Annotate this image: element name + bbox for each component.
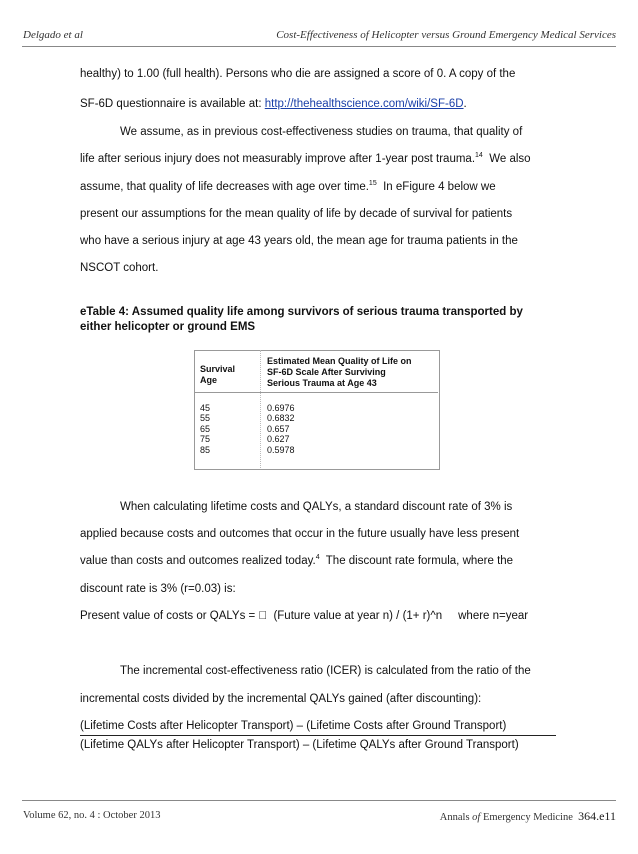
- table-header-qol: [267, 356, 412, 389]
- sf6d-link[interactable]: http://thehealthscience.com/wiki/SF-6D: [264, 98, 464, 110]
- icer-fraction-bar: [80, 735, 556, 736]
- table-header-age-line2: Age: [200, 375, 218, 385]
- table-cell-age: 75: [200, 434, 211, 445]
- para1-line2-suffix: .: [463, 98, 467, 110]
- para2-line2-text: life after serious injury does not measurably improve after 1-year post trauma.: [80, 153, 476, 165]
- icer-numerator: (Lifetime Costs after Helicopter Transport) – (Lifetime Costs after Ground Transport): [80, 720, 507, 732]
- citation-ref-14: 14: [475, 152, 483, 160]
- para3-line3: [80, 554, 513, 568]
- para3-line3-text: value than costs and outcomes realized today.: [80, 555, 316, 567]
- table-cell-age: 55: [200, 413, 211, 424]
- table-cell-qol: 0.627: [267, 434, 290, 445]
- para4-line2: incremental costs divided by the incremental QALYs gained (after discounting):: [80, 693, 482, 705]
- page-number: 364.e11: [578, 809, 616, 823]
- table-cell-age: 85: [200, 444, 211, 455]
- running-header-title: Cost-Effectiveness of Helicopter versus Ground Emergency Medical Services: [276, 29, 616, 41]
- para2-line3-text: assume, that quality of life decreases with age over time.: [80, 181, 369, 193]
- para1-line2: [80, 97, 467, 111]
- icer-denominator: (Lifetime QALYs after Helicopter Transport) – (Lifetime QALYs after Ground Transport): [80, 739, 519, 751]
- table-cell-qol: 0.5978: [267, 444, 295, 455]
- para2-line1: We assume, as in previous cost-effectiveness studies on trauma, that quality of: [120, 126, 523, 138]
- citation-ref-4: 4: [315, 554, 320, 562]
- table-header-rule: [194, 392, 438, 393]
- table-header-qol-line1: Estimated Mean Quality of Life on: [267, 356, 412, 366]
- para2-line6: NSCOT cohort.: [80, 262, 159, 274]
- para1-line1: healthy) to 1.00 (full health). Persons who die are assigned a score of 0. A copy of the: [80, 68, 516, 80]
- footer-journal-of: of: [472, 812, 481, 823]
- para2-line4: present our assumptions for the mean quality of life by decade of survival for patients: [80, 208, 513, 220]
- footer-volume-issue: Volume 62, no. 4 : October 2013: [23, 810, 161, 821]
- table-header-qol-line2: SF-6D Scale After Surviving: [267, 367, 386, 377]
- para3-line1: When calculating lifetime costs and QALYs, a standard discount rate of 3% is: [120, 501, 513, 513]
- table-cell-qol: 0.6976: [267, 403, 295, 413]
- table-cell-age: 65: [200, 423, 211, 434]
- table-column-qol: [267, 403, 295, 455]
- table-cell-qol: 0.657: [267, 423, 290, 434]
- footer-journal-suffix: Emergency Medicine: [480, 812, 573, 823]
- discount-formula: Present value of costs or QALYs =   (Future value at year n) / (1+ r)^n where n=year: [80, 610, 529, 622]
- table-caption-line2: either helicopter or ground EMS: [80, 321, 256, 333]
- table-header-age-line1: Survival: [200, 364, 236, 374]
- para3-line4: discount rate is 3% (r=0.03) is:: [80, 583, 236, 595]
- para2-line3-tail: In eFigure 4 below we: [376, 181, 496, 193]
- para2-line2-tail: We also: [482, 153, 531, 165]
- para3-line3-tail: The discount rate formula, where the: [319, 555, 514, 567]
- table-column-divider: [260, 350, 261, 468]
- table-header-age: [200, 364, 235, 386]
- table-caption-line1: eTable 4: Assumed quality life among survivors of serious trauma transported by: [80, 306, 523, 318]
- header-rule: [22, 46, 616, 47]
- footer-rule: [22, 800, 616, 801]
- footer-journal: [440, 809, 616, 824]
- footer-journal-prefix: Annals: [439, 812, 473, 823]
- para2-line5: who have a serious injury at age 43 years old, the mean age for trauma patients in the: [80, 235, 518, 247]
- para1-line2-prefix: SF-6D questionnaire is available at:: [80, 98, 265, 110]
- table-cell-qol: 0.6832: [267, 413, 295, 424]
- table-cell-age: 45: [200, 403, 211, 413]
- running-header-authors: Delgado et al: [23, 29, 83, 41]
- para2-line3: [80, 180, 496, 194]
- table-header-qol-line3: Serious Trauma at Age 43: [267, 378, 377, 388]
- table-column-age: [200, 403, 210, 455]
- para3-line2: applied because costs and outcomes that occur in the future usually have less present: [80, 528, 520, 540]
- para4-line1: The incremental cost-effectiveness ratio (ICER) is calculated from the ratio of the: [120, 665, 531, 677]
- citation-ref-15: 15: [368, 180, 377, 188]
- para2-line2: [80, 152, 531, 166]
